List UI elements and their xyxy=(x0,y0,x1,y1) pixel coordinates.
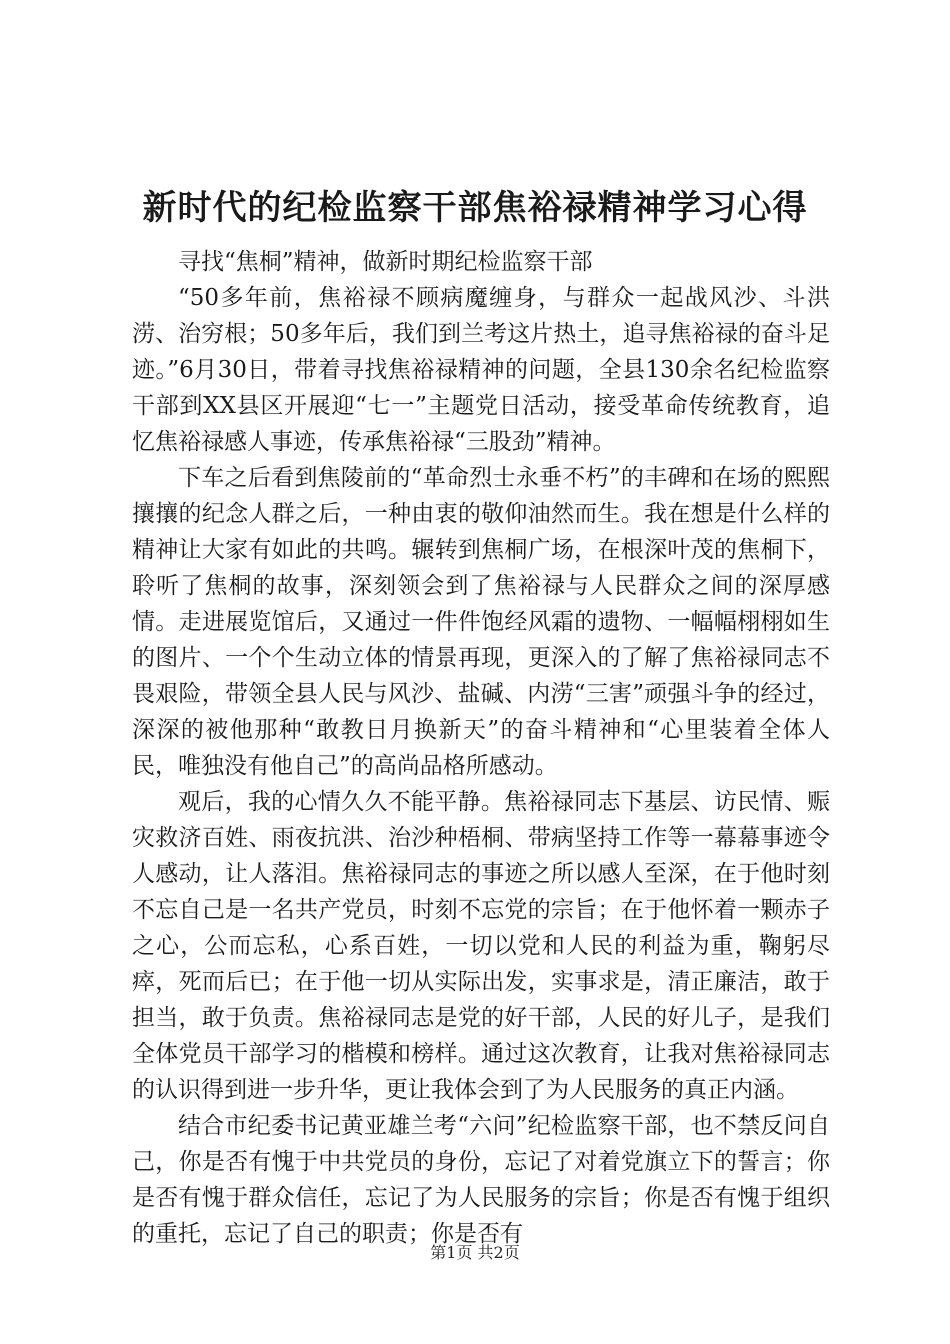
page-number-footer: 第1页 共2页 xyxy=(430,1243,520,1262)
paragraph-4: 结合市纪委书记黄亚雄兰考“六问”纪检监察干部，也不禁反问自己，你是否有愧于中共党员的身份，忘记了对着党旗立下的誓言；你是否有愧于群众信任，忘记了为人民服务的宗旨；你是否有愧于组织的重托，忘记了自己的职责；你是否有 xyxy=(132,1113,830,1247)
document-title: 新时代的纪检监察干部焦裕禄精神学习心得 xyxy=(142,188,808,228)
paragraph-3: 观后，我的心情久久不能平静。焦裕禄同志下基层、访民情、赈灾救济百姓、雨夜抗洪、治沙种梧桐、带病坚持工作等一幕幕事迹令人感动，让人落泪。焦裕禄同志的事迹之所以感人至深，在于他时刻不忘自己是一名共产党员，时刻不忘党的宗旨；在于他怀着一颗赤子之心，公而忘私，心系百姓，一切以党和人民的利益为重，鞠躬尽瘁，死而后已；在于他一切从实际出发，实事求是，清正廉洁，敢于担当，敢于负责。焦裕禄同志是党的好干部，人民的好儿子，是我们全体党员干部学习的楷模和榜样。通过这次教育，让我对焦裕禄同志的认识得到进一步升华，更让我体会到了为人民服务的真正内涵。 xyxy=(132,789,830,1103)
document-body xyxy=(132,244,830,1252)
paragraph-1: “50多年前，焦裕禄不顾病魔缠身，与群众一起战风沙、斗洪涝、治穷根；50多年后，我们到兰考这片热土，追寻焦裕禄的奋斗足迹。”6月30日，带着寻找焦裕禄精神的问题，全县130余名纪检监察干部到XX县区开展迎“七一”主题党日活动，接受革命传统教育，追忆焦裕禄感人事迹，传承焦裕禄“三股劲”精神。 xyxy=(132,285,830,455)
paragraph-2: 下车之后看到焦陵前的“革命烈士永垂不朽”的丰碑和在场的熙熙攘攘的纪念人群之后，一种由衷的敬仰油然而生。我在想是什么样的精神让大家有如此的共鸣。辗转到焦桐广场，在根深叶茂的焦桐下，聆听了焦桐的故事，深刻领会到了焦裕禄与人民群众之间的深厚感情。走进展览馆后，又通过一件件饱经风霜的遗物、一幅幅栩栩如生的图片、一个个生动立体的情景再现，更深入的了解了焦裕禄同志不畏艰险，带领全县人民与风沙、盐碱、内涝“三害”顽强斗争的经过，深深的被他那种“敢教日月换新天”的奋斗精神和“心里装着全体人民，唯独没有他自己”的高尚品格所感动。 xyxy=(132,465,830,779)
document-subtitle: 寻找“焦桐”精神，做新时期纪检监察干部 xyxy=(178,249,593,275)
